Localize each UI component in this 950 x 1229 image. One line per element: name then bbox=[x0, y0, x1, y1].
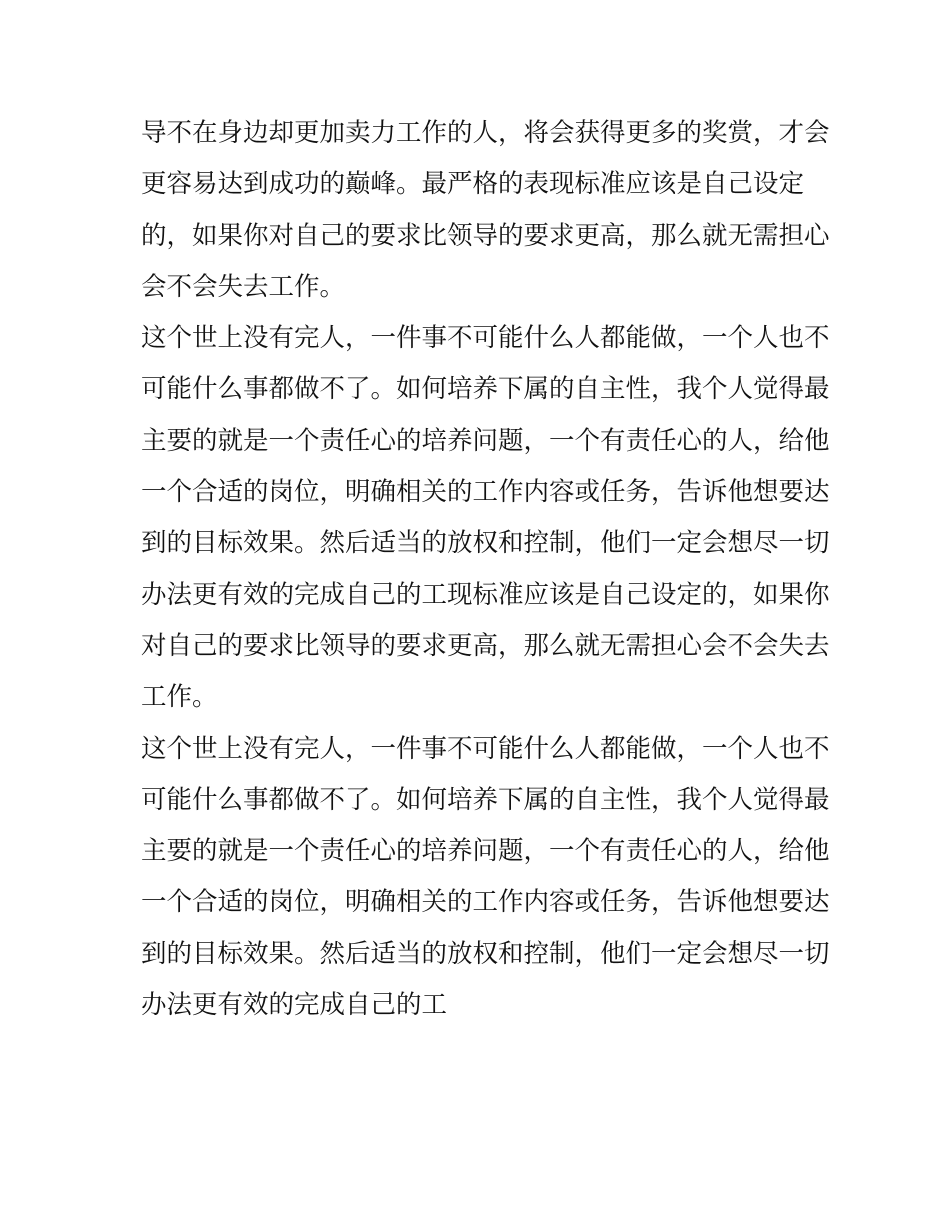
text-line: 到的目标效果。然后适当的放权和控制，他们一定会想尽一切 bbox=[141, 528, 830, 559]
text-line: 这个世上没有完人，一件事不可能什么人都能做，一个人也不 bbox=[141, 323, 830, 354]
text-line: 工作。 bbox=[141, 682, 218, 713]
text-line: 对自己的要求比领导的要求更高，那么就无需担心会不会失去 bbox=[141, 630, 830, 661]
text-line: 到的目标效果。然后适当的放权和控制，他们一定会想尽一切 bbox=[141, 938, 830, 969]
text-line: 一个合适的岗位，明确相关的工作内容或任务，告诉他想要达 bbox=[141, 887, 830, 918]
text-line: 会不会失去工作。 bbox=[141, 271, 346, 302]
text-line: 主要的就是一个责任心的培养问题，一个有责任心的人，给他 bbox=[141, 425, 830, 456]
text-line: 可能什么事都做不了。如何培养下属的自主性，我个人觉得最 bbox=[141, 374, 830, 405]
text-line: 一个合适的岗位，明确相关的工作内容或任务，告诉他想要达 bbox=[141, 477, 830, 508]
body-text bbox=[141, 108, 830, 1031]
text-line: 这个世上没有完人，一件事不可能什么人都能做，一个人也不 bbox=[141, 733, 830, 764]
text-line: 办法更有效的完成自己的工现标准应该是自己设定的，如果你 bbox=[141, 579, 830, 610]
text-line: 可能什么事都做不了。如何培养下属的自主性，我个人觉得最 bbox=[141, 784, 830, 815]
text-line: 主要的就是一个责任心的培养问题，一个有责任心的人，给他 bbox=[141, 836, 830, 867]
text-line: 更容易达到成功的巅峰。最严格的表现标准应该是自己设定 bbox=[141, 169, 805, 200]
text-line: 导不在身边却更加卖力工作的人，将会获得更多的奖赏，才会 bbox=[141, 118, 830, 148]
text-line: 办法更有效的完成自己的工 bbox=[141, 990, 448, 1021]
text-line: 的，如果你对自己的要求比领导的要求更高，那么就无需担心 bbox=[141, 220, 830, 251]
